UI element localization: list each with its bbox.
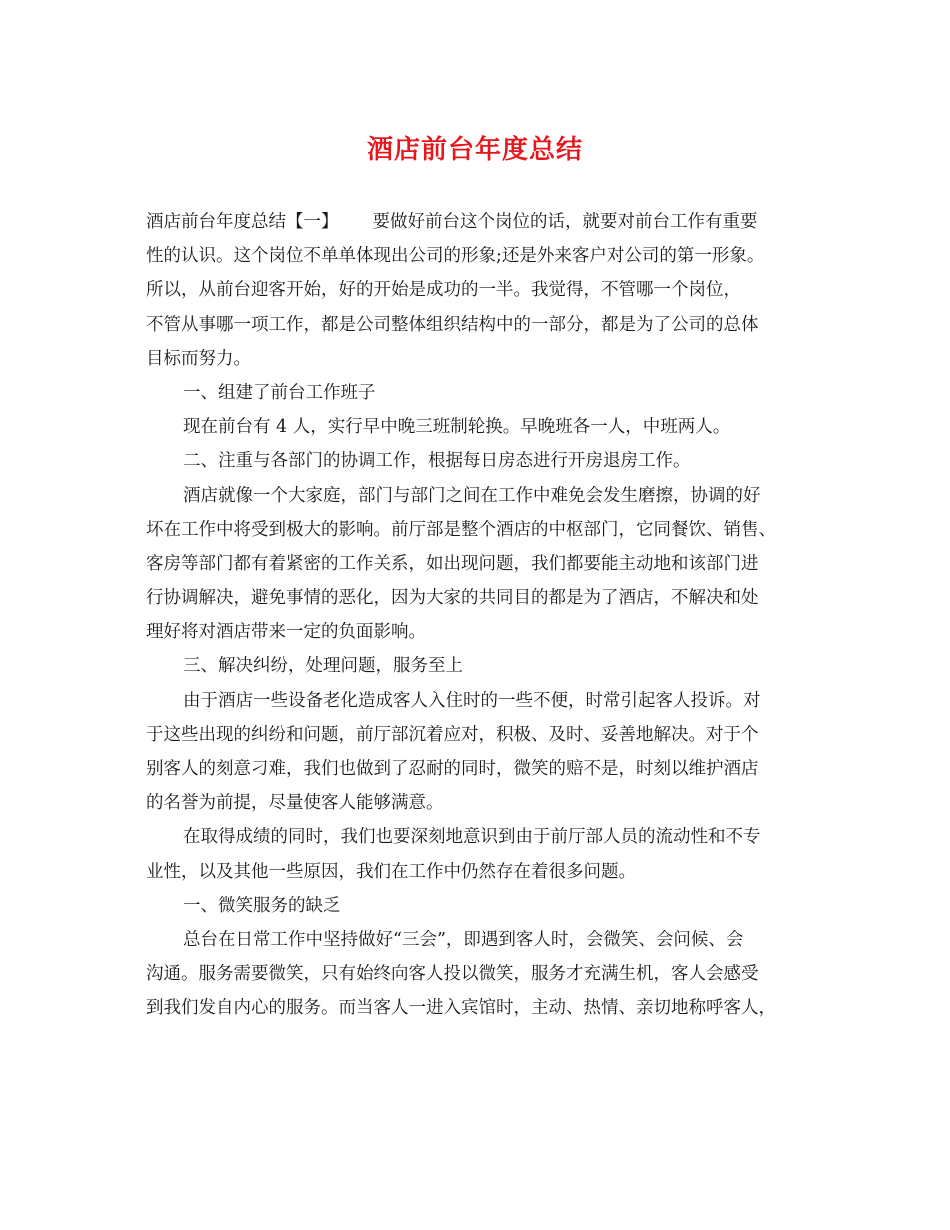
text-line: 酒店就像一个大家庭，部门与部门之间在工作中难免会发生磨擦，协调的好 <box>183 485 761 506</box>
document-body <box>146 205 806 1026</box>
text-line: 在取得成绩的同时，我们也要深刻地意识到由于前厅部人员的流动性和不专 <box>183 827 761 848</box>
text-line: 于这些出现的纠纷和问题，前厅部沉着应对，积极、及时、妥善地解决。对于个 <box>146 724 759 745</box>
text-line-content: 要做好前台这个岗位的话，就要对前台工作有重要 <box>372 212 758 232</box>
text-line: 到我们发自内心的服务。而当客人一进入宾馆时，主动、热情、亲切地称呼客人， <box>146 998 776 1019</box>
section-heading: 三、解决纠纷，处理问题，服务至上 <box>183 656 463 677</box>
text-line: 所以，从前台迎客开始，好的开始是成功的一半。我觉得，不管哪一个岗位， <box>146 280 741 301</box>
text-line: 业性，以及其他一些原因，我们在工作中仍然存在着很多问题。 <box>146 861 636 882</box>
document-title: 酒店前台年度总结 <box>366 135 583 165</box>
text-line: 理好将对酒店带来一定的负面影响。 <box>146 622 426 643</box>
text-line: 总台在日常工作中坚持做好“三会”，即遇到客人时，会微笑、会问候、会 <box>183 929 744 950</box>
text-line: 别客人的刻意刁难，我们也做到了忍耐的同时，微笑的赔不是，时刻以维护酒店 <box>146 759 759 779</box>
text-line: 客房等部门都有着紧密的工作关系，如出现问题，我们都要能主动地和该部门进 <box>146 553 759 574</box>
text-line: 现在前台有 4 人，实行早中晚三班制轮换。早晚班各一人，中班两人。 <box>183 417 731 438</box>
text-line: 行协调解决，避免事情的恶化，因为大家的共同目的都是为了酒店，不解决和处 <box>146 588 759 609</box>
text-line: 性的认识。这个岗位不单单体现出公司的形象;还是外来客户对公司的第一形象。 <box>146 246 765 267</box>
text-line: 不管从事哪一项工作，都是公司整体组织结构中的一部分，都是为了公司的总体 <box>146 314 759 335</box>
text-line: 目标而努力。 <box>146 348 251 369</box>
text-line: 沟通。服务需要微笑，只有始终向客人投以微笑，服务才充满生机，客人会感受 <box>146 964 759 985</box>
text-line <box>146 205 806 239</box>
text-line: 由于酒店一些设备老化造成客人入住时的一些不便，时常引起客人投诉。对 <box>183 690 761 711</box>
section-heading: 一、微笑服务的缺乏 <box>183 895 341 916</box>
section-heading: 一、组建了前台工作班子 <box>183 382 376 403</box>
section-heading: 二、注重与各部门的协调工作，根据每日房态进行开房退房工作。 <box>183 451 691 472</box>
text-line: 的名誉为前提，尽量使客人能够满意。 <box>146 793 444 814</box>
section-heading: 酒店前台年度总结【一】 <box>146 212 339 232</box>
text-line: 坏在工作中将受到极大的影响。前厅部是整个酒店的中枢部门，它同餐饮、销售、 <box>146 519 776 540</box>
